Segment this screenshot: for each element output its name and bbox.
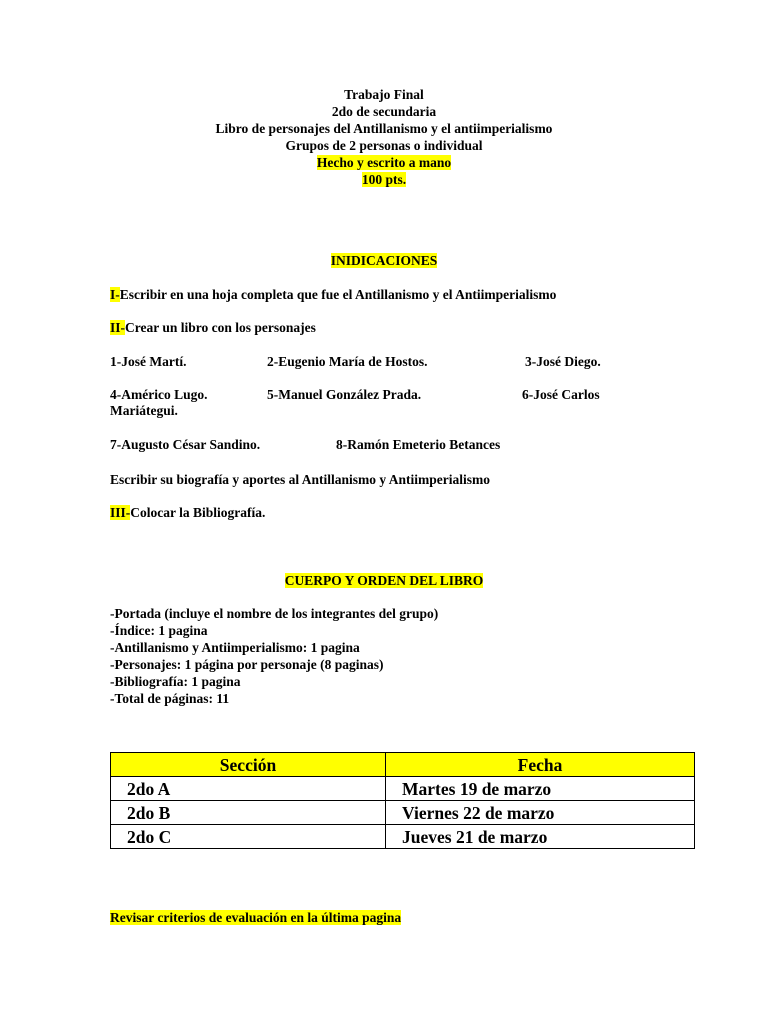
- character-2: 2-Eugenio María de Hostos.: [267, 354, 428, 369]
- handwritten-text: Hecho y escrito a mano: [316, 155, 452, 170]
- schedule-header-row: [111, 753, 695, 777]
- character-8: 8-Ramón Emeterio Betances: [336, 437, 501, 452]
- date-cell: Jueves 21 de marzo: [386, 825, 695, 849]
- doc-title-text: Trabajo Final: [344, 87, 424, 102]
- instruction-1-number: I-: [110, 287, 120, 302]
- subject-text: Libro de personajes del Antillanismo y el antiimperialismo: [215, 121, 553, 136]
- section-cell: 2do C: [111, 825, 386, 849]
- points-text: 100 pts.: [361, 172, 407, 187]
- grade-line: [0, 103, 768, 120]
- schedule-header-date: Fecha: [386, 753, 695, 777]
- instruction-3-number: III-: [110, 505, 131, 520]
- instruction-1-text: Escribir en una hoja completa que fue el Antillanismo y el Antiimperialismo: [119, 287, 557, 302]
- book-heading: [0, 572, 768, 589]
- evaluation-note: [110, 909, 401, 926]
- book-item-antillanismo: -Antillanismo y Antiimperialismo: 1 pagina: [110, 640, 360, 655]
- schedule-header-section: Sección: [111, 753, 386, 777]
- book-item-indice: -Índice: 1 pagina: [110, 623, 208, 638]
- grade-text: 2do de secundaria: [331, 104, 437, 119]
- instructions-heading: [0, 252, 768, 269]
- subject-line: [0, 120, 768, 137]
- character-3: 3-José Diego.: [525, 354, 601, 369]
- table-row: [111, 825, 695, 849]
- date-cell: Viernes 22 de marzo: [386, 801, 695, 825]
- groups-text: Grupos de 2 personas o individual: [285, 138, 483, 153]
- handwritten-line: [0, 154, 768, 171]
- instructions-heading-text: INIDICACIONES: [330, 253, 438, 268]
- instruction-2-text: Crear un libro con los personajes: [125, 320, 316, 335]
- doc-title: [0, 86, 768, 103]
- book-item-personajes: -Personajes: 1 página por personaje (8 paginas): [110, 657, 384, 672]
- character-6: 6-José Carlos: [522, 387, 600, 402]
- book-item-total: -Total de páginas: 11: [110, 691, 230, 706]
- biography-instruction: Escribir su biografía y aportes al Antillanismo y Antiimperialismo: [110, 472, 491, 487]
- points-line: [0, 171, 768, 188]
- instruction-item-3: [110, 504, 265, 521]
- date-cell: Martes 19 de marzo: [386, 777, 695, 801]
- schedule-table: [110, 752, 695, 849]
- character-6-continued: Mariátegui.: [110, 403, 178, 418]
- table-row: [111, 801, 695, 825]
- instruction-2-number: II-: [110, 320, 126, 335]
- book-item-portada: -Portada (incluye el nombre de los integrantes del grupo): [110, 606, 439, 621]
- character-7: 7-Augusto César Sandino.: [110, 437, 261, 452]
- section-cell: 2do B: [111, 801, 386, 825]
- groups-line: [0, 137, 768, 154]
- book-heading-text: CUERPO Y ORDEN DEL LIBRO: [284, 573, 484, 588]
- instruction-3-text: Colocar la Bibliografía.: [130, 505, 266, 520]
- character-4: 4-Américo Lugo.: [110, 387, 208, 402]
- evaluation-note-text: Revisar criterios de evaluación en la última pagina: [110, 910, 402, 925]
- character-5: 5-Manuel González Prada.: [267, 387, 422, 402]
- instruction-item-1: [110, 286, 556, 303]
- section-cell: 2do A: [111, 777, 386, 801]
- character-1: 1-José Martí.: [110, 354, 187, 369]
- table-row: [111, 777, 695, 801]
- book-item-bibliografia: -Bibliografía: 1 pagina: [110, 674, 241, 689]
- instruction-item-2: [110, 319, 316, 336]
